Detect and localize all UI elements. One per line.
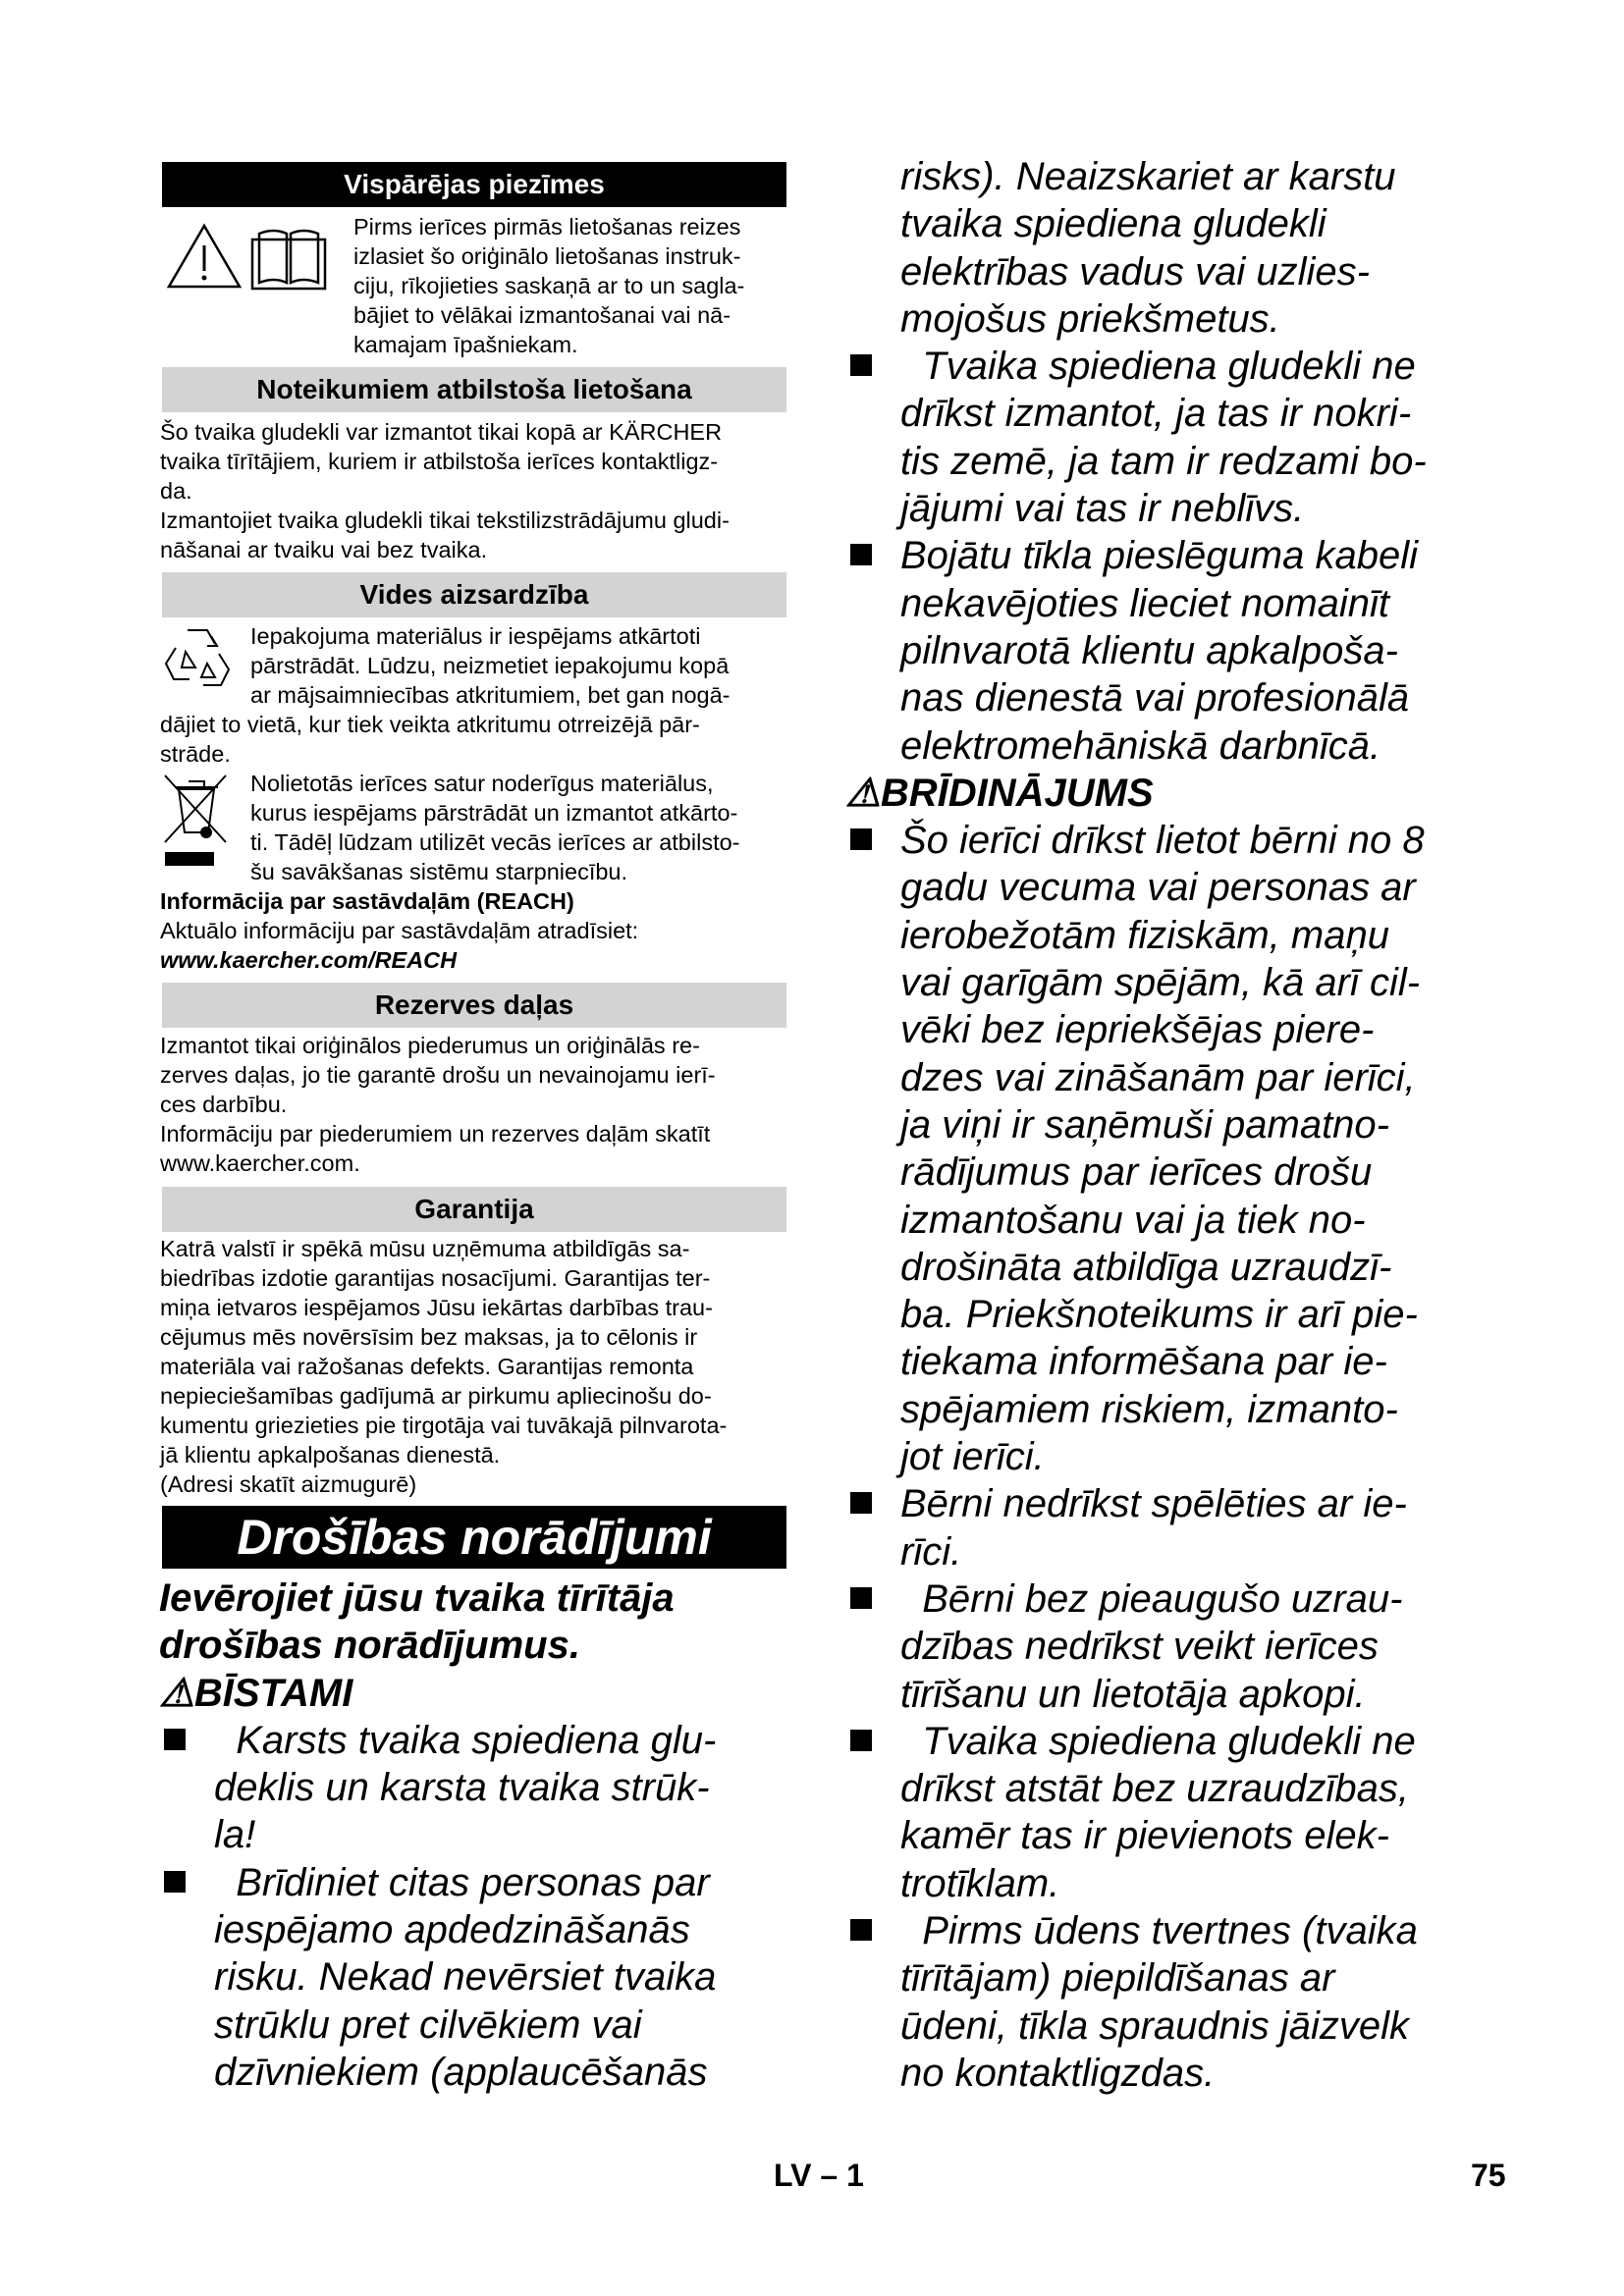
line-text: ūdeni, tīkla spraudnis jāizvelk [900,2003,1410,2048]
text-line: ces darbību. [160,1092,288,1117]
text-line [214,2002,716,2049]
text-line [900,390,1427,437]
line-text: iespējamo apdedzināšanās [214,1908,690,1952]
text-line: nepieciešamības gadījumā ar pirkumu apliecinošu do- [160,1383,712,1409]
bullet-square-icon [850,354,872,376]
line-text: drošības norādījumus. [159,1624,580,1668]
line-text: no kontaktligzdas. [900,2051,1216,2095]
text-line [900,485,1427,532]
bullet-square-icon [850,544,872,565]
intended-use-text [160,417,730,564]
line-text: gadu vecuma vai personas ar [900,866,1416,910]
line-text: Pirms ūdens tvertnes (tvaika [900,1908,1418,1952]
text-line [900,1338,1427,1385]
bullet-square-icon [164,1871,186,1893]
text-line [900,627,1427,674]
bullet-square-icon [850,828,872,850]
warning-heading [845,770,1427,817]
text-line [900,1907,1427,1954]
line-text: rīci. [900,1529,962,1574]
line-text: ⚠BĪSTAMI [159,1671,353,1715]
line-text: Bērni nedrīkst spēlēties ar ie- [900,1482,1407,1526]
text-line: Informācija par sastāvdaļām (REACH) [160,888,574,914]
text-line [900,438,1427,485]
environment-text [160,621,740,975]
line-text: elektrības vadus vai uzlies- [900,249,1370,294]
line-text: risks). Neaizskariet ar karstu [900,155,1396,198]
bullet-square-icon [850,1587,872,1609]
text-line: Šo tvaika gludekli var izmantot tikai kopā ar KÄRCHER [160,419,723,445]
text-line [900,674,1427,721]
section-header-general-notes: Vispārējas piezīmes [162,162,786,207]
text-line [214,1811,716,1858]
line-text: dzības nedrīkst veikt ierīces [900,1625,1379,1669]
section-header-intended-use: Noteikumiem atbilstoša lietošana [162,367,786,412]
text-line [214,2049,716,2096]
text-line [900,1812,1427,1859]
text-line [214,1953,716,2001]
text-line [900,1244,1427,1291]
safety-left-column [159,1575,717,2096]
line-text: tis zemē, ja tam ir redzami bo- [900,439,1427,483]
warranty-text [160,1234,727,1499]
line-text: trotīklam. [900,1861,1060,1905]
line-text: rādījumus par ierīces drošu [900,1150,1373,1195]
text-line: Nolietotās ierīces satur noderīgus materiālus, [250,771,714,796]
text-line [900,200,1427,247]
text-line [900,722,1427,770]
line-text: deklis un karsta tvaika strūk- [214,1766,710,1810]
line-text: dzīvniekiem (applaucēšanās [214,2050,708,2094]
manual-book-icon [249,226,328,291]
text-line: jā klientu apkalpošanas dienestā. [160,1442,501,1468]
line-text: drīkst izmantot, ja tas ir nokri- [900,392,1412,436]
line-text: spējamiem riskiem, izmanto- [900,1387,1398,1431]
text-line [900,1101,1427,1148]
line-text: Tvaika spiediena gludekli ne [900,1719,1416,1763]
line-text: Karsts tvaika spiediena glu- [214,1718,717,1762]
text-line: Informāciju par piederumiem un rezerves daļām skatīt [160,1121,711,1147]
text-line [900,817,1427,864]
line-text: Bērni bez pieaugušo uzrau- [900,1576,1403,1621]
line-text: izmantošanu vai ja tiek no- [900,1198,1366,1242]
line-text: tīrīšanu un lietotāja apkopi. [900,1672,1366,1716]
text-line [900,1623,1427,1670]
text-line [214,1859,716,1906]
text-line [900,1671,1427,1718]
text-line: Pirms ierīces pirmās lietošanas reizes [353,214,741,240]
warning-heading [159,1670,716,1717]
text-line: nāšanai ar tvaiku vai bez tvaika. [160,537,488,562]
text-line [900,1006,1427,1053]
warning-heading [159,1575,716,1622]
text-line [900,1480,1427,1527]
line-text: dzes vai zināšanām par ierīci, [900,1055,1416,1099]
text-line [900,1528,1427,1575]
text-line [900,2002,1427,2050]
bullet-square-icon [164,1729,186,1750]
line-text: Ievērojiet jūsu tvaika tīrītāja [159,1576,675,1620]
text-line [900,1765,1427,1812]
text-line: Iepakojuma materiālus ir iespējams atkārtoti [250,623,701,649]
text-line: Katrā valstī ir spēkā mūsu uzņēmuma atbildīgās sa- [160,1236,690,1261]
section-header-spare-parts: Rezerves daļas [162,983,786,1028]
bullet-square-icon [850,1492,872,1514]
text-line [900,1718,1427,1765]
text-line: bājiet to vēlākai izmantošanai vai nā- [353,302,731,328]
text-line: da. [160,478,192,504]
line-text: nekavējoties lieciet nomainīt [900,581,1390,625]
text-line: kumentu griezieties pie tirgotāja vai tuvākajā pilnvarota- [160,1413,728,1438]
line-text: Brīdiniet citas personas par [214,1860,710,1904]
text-line: Izmantojiet tvaika gludekli tikai tekstilizstrādājumu gludi- [160,507,730,533]
line-text: ⚠BRĪDINĀJUMS [845,771,1154,815]
text-line [900,1291,1427,1338]
general-notes-text [353,212,744,359]
text-line: zerves daļas, jo tie garantē drošu un nevainojamu ierī- [160,1062,716,1088]
line-text: Tvaika spiediena gludekli ne [900,345,1416,389]
text-line: materiāla vai ražošanas defekts. Garantijas remonta [160,1354,694,1379]
bullet-square-icon [850,1919,872,1941]
text-line [900,580,1427,627]
line-text: risku. Nekad nevērsiet tvaika [214,1955,717,2000]
text-line [900,248,1427,295]
line-text: la! [214,1813,256,1857]
line-text: tīrītājam) piepildīšanas ar [900,1956,1335,2001]
line-text: nas dienestā vai profesionālā [900,676,1410,721]
text-line [900,1860,1427,1907]
text-line [900,1386,1427,1433]
text-line: strāde. [160,741,231,767]
line-text: tvaika spiediena gludekli [900,202,1326,246]
text-line: biedrības izdotie garantijas nosacījumi. Garantijas ter- [160,1265,711,1291]
line-text: ierobežotām fiziskām, maņu [900,913,1389,957]
text-line [900,1433,1427,1480]
text-line: pārstrādāt. Lūdzu, neizmetiet iepakojumu kopā [250,653,730,678]
text-line: šu savākšanas sistēmu starpniecību. [250,859,628,884]
line-text: jot ierīci. [900,1435,1045,1479]
line-text: pilnvarotā klientu apkalpoša- [900,628,1398,672]
text-line: www.kaercher.com/REACH [160,947,458,973]
line-text: jājumi vai tas ir neblīvs. [900,487,1305,531]
text-line: miņa ietvaros iespējamos Jūsu iekārtas darbības trau- [160,1295,713,1320]
text-line [900,1575,1427,1623]
section-header-safety: Drošības norādījumi [162,1506,786,1569]
line-text: kamēr tas ir pievienots elek- [900,1814,1389,1858]
text-line: izlasiet šo oriģinālo lietošanas instruk- [353,243,741,269]
line-text: Bojātu tīkla pieslēguma kabeli [900,534,1418,578]
line-text: ba. Priekšnoteikums ir arī pie- [900,1293,1418,1337]
text-line: tvaika tīrītājiem, kuriem ir atbilstoša ierīces kontaktligz- [160,449,719,474]
text-line [900,532,1427,579]
warning-heading [159,1622,716,1669]
text-line [900,343,1427,390]
text-line [900,959,1427,1006]
line-text: Šo ierīci drīkst lietot bērni no 8 [900,819,1425,863]
text-line: cējumus mēs novērsīsim bez maksas, ja to cēlonis ir [160,1324,698,1350]
text-line [214,1717,716,1764]
text-line [900,912,1427,959]
line-text: drošināta atbildīga uzraudzī- [900,1245,1392,1289]
text-line [214,1906,716,1953]
text-line [900,1054,1427,1101]
text-line [900,864,1427,911]
section-header-warranty: Garantija [162,1187,786,1232]
safety-right-column [844,153,1475,2116]
line-text: drīkst atstāt bez uzraudzības, [900,1767,1410,1811]
text-line: ar mājsaimniecības atkritumiem, bet gan nogā- [250,682,731,708]
text-line [900,1954,1427,2002]
text-line [214,1764,716,1811]
line-text: ja viņi ir saņēmuši pamatno- [900,1102,1389,1147]
text-line: Izmantot tikai oriģinālos piederumus un oriģinālās re- [160,1033,700,1058]
footer-section-label: LV – 1 [774,2158,864,2193]
line-text: mojošus priekšmetus. [900,296,1280,341]
text-line: ti. Tādēļ lūdzam utilizēt vecās ierīces ar atbilsto- [250,829,740,855]
text-line: dājiet to vietā, kur tiek veikta atkritumu otrreizējā pār- [160,712,700,737]
line-text: vēki bez iepriekšējas piere- [900,1008,1375,1052]
page-number: 75 [1471,2158,1506,2193]
text-line [900,2050,1427,2097]
text-line [900,1148,1427,1196]
text-line: kurus iespējams pārstrādāt un izmantot atkārto- [250,800,738,826]
spare-parts-text [160,1031,716,1178]
text-line [900,153,1427,200]
line-text: tiekama informēšana par ie- [900,1340,1387,1384]
text-line [900,295,1427,343]
warning-triangle-icon [165,222,244,291]
section-header-environment: Vides aizsardzība [162,572,786,617]
bullet-square-icon [850,1730,872,1751]
text-line: Aktuālo informāciju par sastāvdaļām atradīsiet: [160,918,639,943]
line-text: elektromehāniskā darbnīcā. [900,723,1381,768]
text-line [900,1197,1427,1244]
text-line: www.kaercher.com. [160,1150,360,1176]
text-line: (Adresi skatīt aizmugurē) [160,1471,417,1497]
line-text: vai garīgām spējām, kā arī cil- [900,961,1421,1005]
text-line: ciju, rīkojieties saskaņā ar to un sagla- [353,273,745,298]
line-text: strūklu pret cilvēkiem vai [214,2002,642,2047]
text-line: kamajam īpašniekam. [353,332,578,357]
